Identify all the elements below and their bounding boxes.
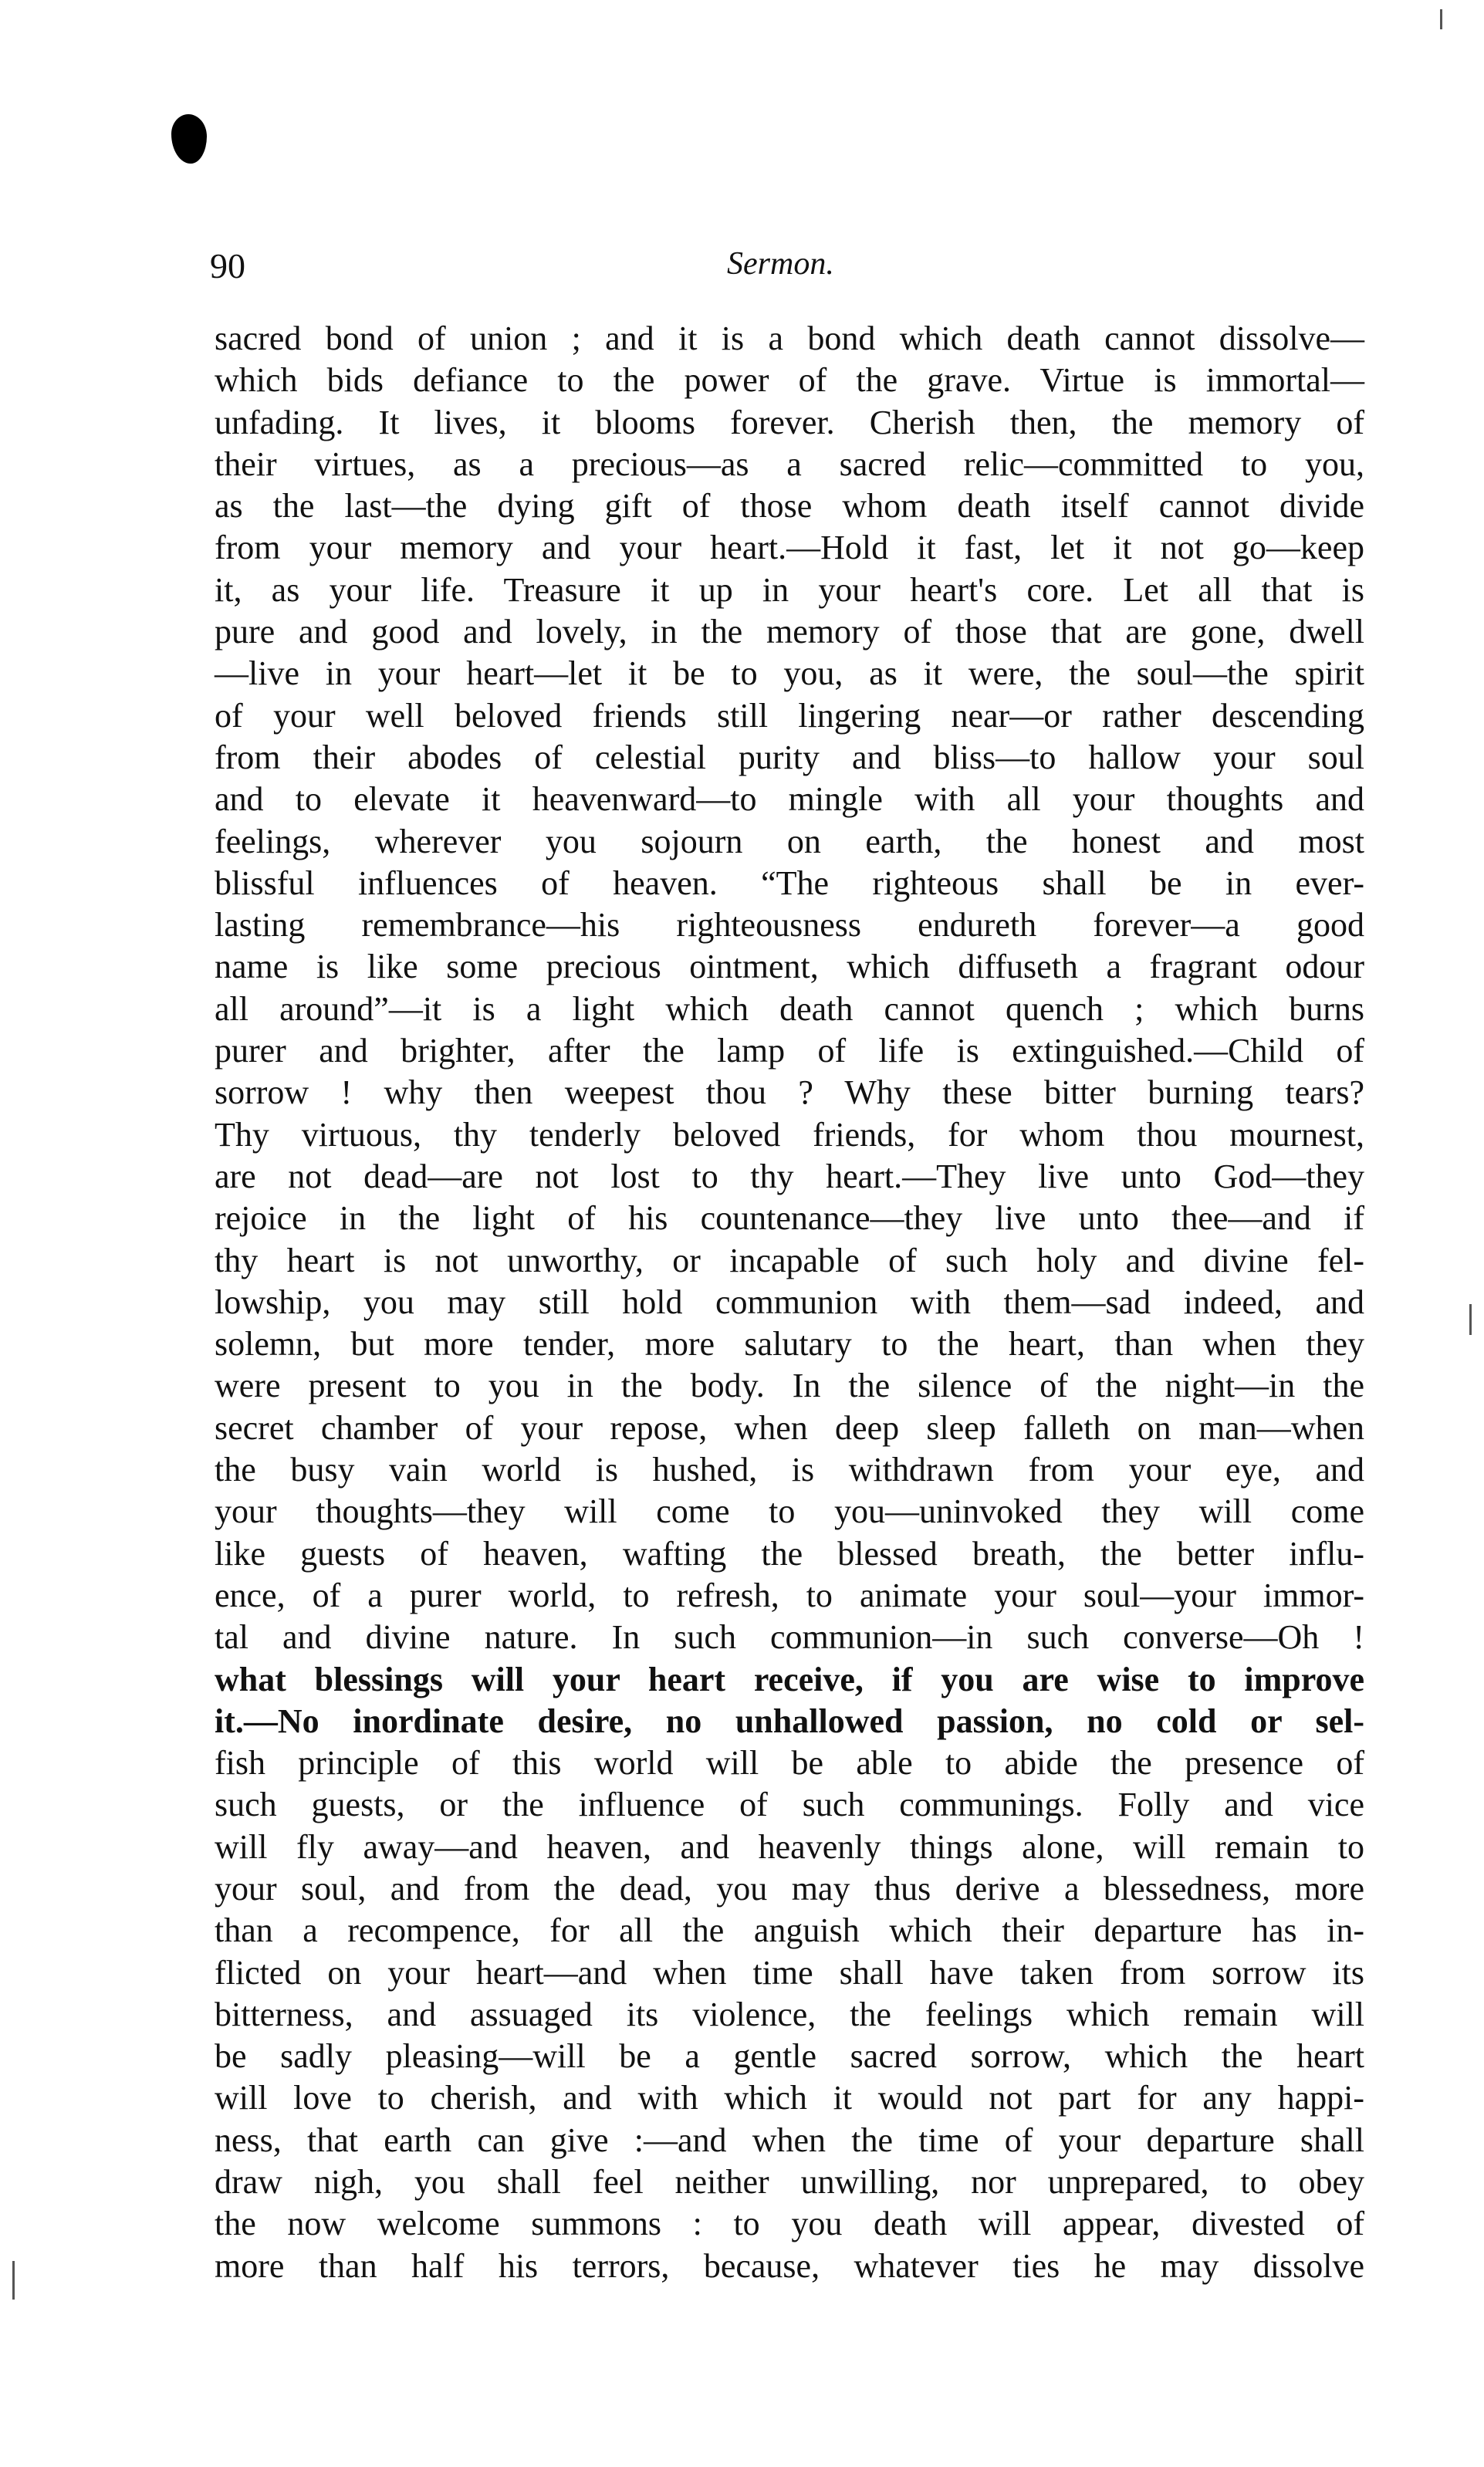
page-header [210, 245, 1367, 292]
text-line: draw nigh, you shall feel neither unwilling, nor unprepared, to obey [215, 2163, 1364, 2202]
text-line: are not dead—are not lost to thy heart.—They live unto God—they [215, 1157, 1364, 1195]
text-line: thy heart is not unworthy, or incapable of such holy and divine fel- [215, 1241, 1364, 1279]
text-line: Thy virtuous, thy tenderly beloved friends, for whom thou mournest, [215, 1115, 1364, 1154]
text-line: were present to you in the body. In the silence of the night—in the [215, 1367, 1364, 1405]
text-line: purer and brighter, after the lamp of life is extinguished.—Child of [215, 1032, 1364, 1070]
text-line: fish principle of this world will be able to abide the presence of [215, 1744, 1364, 1783]
body-text [215, 318, 1364, 2287]
text-line: and to elevate it heavenward—to mingle with all your thoughts and [215, 780, 1364, 819]
text-line: all around”—it is a light which death cannot quench ; which burns [215, 989, 1364, 1028]
text-line: will love to cherish, and with which it would not part for any happi- [215, 2079, 1364, 2117]
page-number: 90 [210, 246, 245, 286]
text-line: as the last—the dying gift of those whom death itself cannot divide [215, 487, 1364, 526]
text-line: more than half his terrors, because, whatever ties he may dissolve [215, 2246, 1364, 2285]
edge-mark [12, 2261, 15, 2300]
text-line: flicted on your heart—and when time shall have taken from sorrow its [215, 1953, 1364, 1992]
text-line: rejoice in the light of his countenance—they live unto thee—and if [215, 1199, 1364, 1238]
text-line: such guests, or the influence of such communings. Folly and vice [215, 1786, 1364, 1824]
running-title: Sermon. [727, 246, 834, 282]
text-line: the now welcome summons : to you death will appear, divested of [215, 2205, 1364, 2243]
text-line: like guests of heaven, wafting the blessed breath, the better influ- [215, 1534, 1364, 1573]
text-line: tal and divine nature. In such communion—in such converse—Oh ! [215, 1618, 1364, 1657]
text-line: ence, of a purer world, to refresh, to animate your soul—your immor- [215, 1576, 1364, 1614]
text-line: what blessings will your heart receive, if you are wise to improve [215, 1660, 1364, 1698]
text-line: name is like some precious ointment, which diffuseth a fragrant odour [215, 948, 1364, 986]
text-line: be sadly pleasing—will be a gentle sacred sorrow, which the heart [215, 2037, 1364, 2076]
text-line: pure and good and lovely, in the memory of those that are gone, dwell [215, 613, 1364, 651]
text-line: unfading. It lives, it blooms forever. Cherish then, the memory of [215, 403, 1364, 441]
ink-blot [171, 114, 207, 164]
text-line: will fly away—and heaven, and heavenly things alone, will remain to [215, 1827, 1364, 1866]
text-line: lasting remembrance—his righteousness endureth forever—a good [215, 906, 1364, 945]
text-line: your soul, and from the dead, you may thus derive a blessedness, more [215, 1869, 1364, 1908]
text-line: feelings, wherever you sojourn on earth, the honest and most [215, 822, 1364, 860]
text-line: blissful influences of heaven. “The righteous shall be in ever- [215, 863, 1364, 902]
text-line: from your memory and your heart.—Hold it fast, let it not go—keep [215, 529, 1364, 567]
text-line: their virtues, as a precious—as a sacred relic—committed to you, [215, 444, 1364, 483]
text-line: than a recompence, for all the anguish which their departure has in- [215, 1911, 1364, 1950]
text-line: it.—No inordinate desire, no unhallowed passion, no cold or sel- [215, 1702, 1364, 1740]
text-line: lowship, you may still hold communion with them—sad indeed, and [215, 1283, 1364, 1321]
edge-mark [1440, 9, 1442, 29]
text-line: your thoughts—they will come to you—uninvoked they will come [215, 1492, 1364, 1531]
text-line: it, as your life. Treasure it up in your heart's core. Let all that is [215, 570, 1364, 609]
text-line: secret chamber of your repose, when deep sleep falleth on man—when [215, 1408, 1364, 1447]
edge-mark [1469, 1304, 1472, 1335]
text-line: which bids defiance to the power of the grave. Virtue is immortal— [215, 361, 1364, 400]
text-line: ness, that earth can give :—and when the time of your departure shall [215, 2121, 1364, 2159]
text-line: solemn, but more tender, more salutary to the heart, than when they [215, 1325, 1364, 1364]
text-line: from their abodes of celestial purity and bliss—to hallow your soul [215, 738, 1364, 776]
text-line: bitterness, and assuaged its violence, the feelings which remain will [215, 1995, 1364, 2033]
text-line: —live in your heart—let it be to you, as it were, the soul—the spirit [215, 654, 1364, 693]
text-line: the busy vain world is hushed, is withdrawn from your eye, and [215, 1451, 1364, 1489]
text-line: sacred bond of union ; and it is a bond which death cannot dissolve— [215, 319, 1364, 357]
text-line: sorrow ! why then weepest thou ? Why these bitter burning tears? [215, 1073, 1364, 1112]
text-line: of your well beloved friends still lingering near—or rather descending [215, 696, 1364, 735]
